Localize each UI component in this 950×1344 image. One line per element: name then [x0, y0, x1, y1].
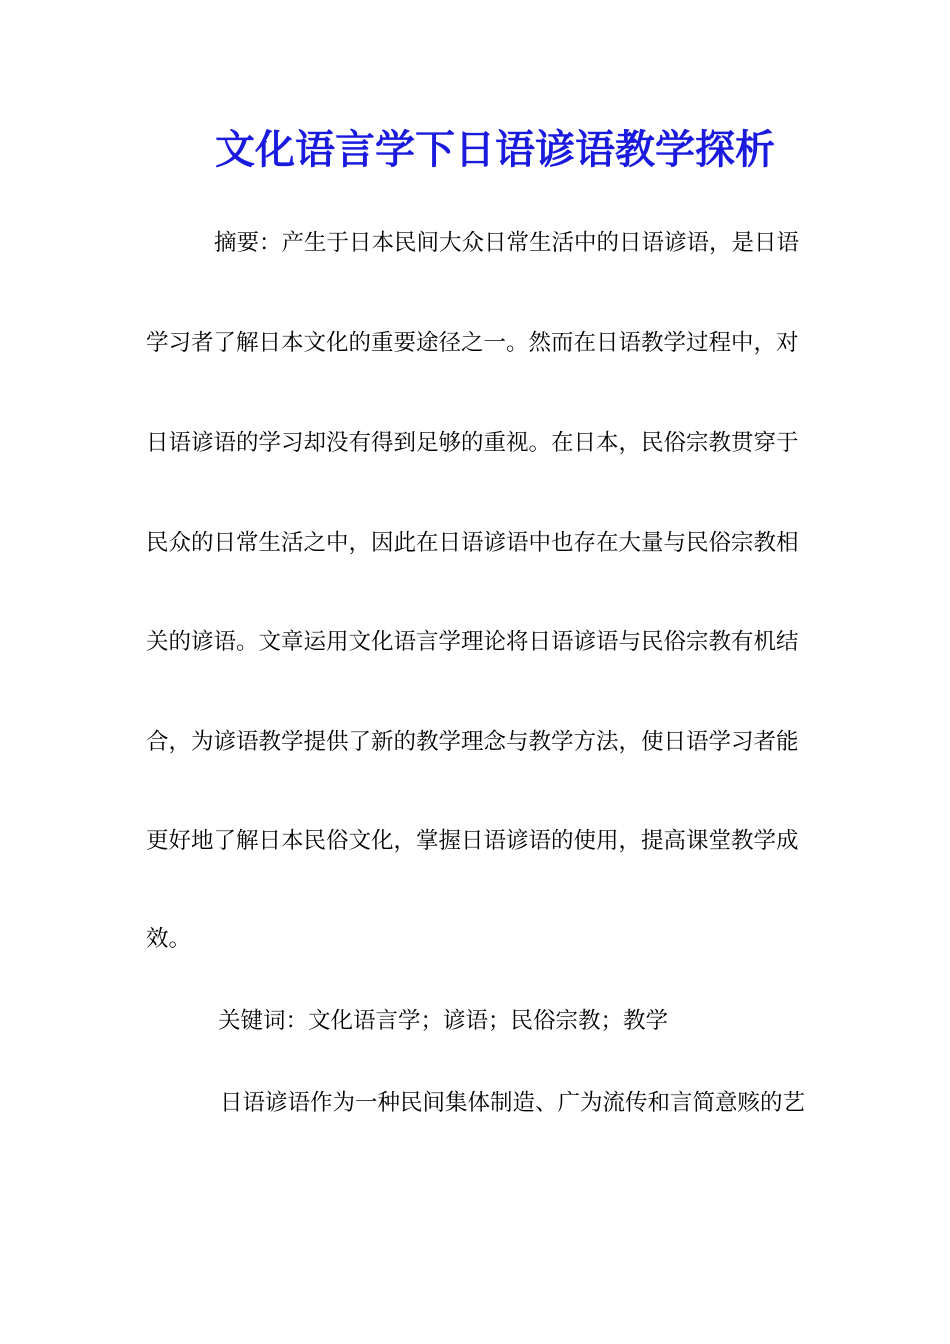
document-title: 文化语言学下日语谚语教学探析: [215, 126, 775, 173]
abstract-line-2: 学习者了解日本文化的重要途径之一。然而在日语教学过程中，对: [146, 330, 799, 356]
abstract-line-1: 摘要：产生于日本民间大众日常生活中的日语谚语，是日语: [214, 230, 800, 256]
abstract-line-8: 效。: [146, 926, 192, 952]
abstract-line-6: 合，为谚语教学提供了新的教学理念与教学方法，使日语学习者能: [146, 729, 799, 755]
abstract-line-3: 日语谚语的学习却没有得到足够的重视。在日本，民俗宗教贯穿于: [146, 430, 799, 456]
keywords-line: 关键词：文化语言学；谚语；民俗宗教；教学: [218, 1008, 669, 1034]
body-paragraph-line-1: 日语谚语作为一种民间集体制造、广为流传和言简意赅的艺: [220, 1090, 806, 1116]
abstract-line-5: 关的谚语。文章运用文化语言学理论将日语谚语与民俗宗教有机结: [146, 629, 799, 655]
abstract-line-7: 更好地了解日本民俗文化，掌握日语谚语的使用，提高课堂教学成: [146, 828, 799, 854]
abstract-line-4: 民众的日常生活之中，因此在日语谚语中也存在大量与民俗宗教相: [146, 530, 799, 556]
